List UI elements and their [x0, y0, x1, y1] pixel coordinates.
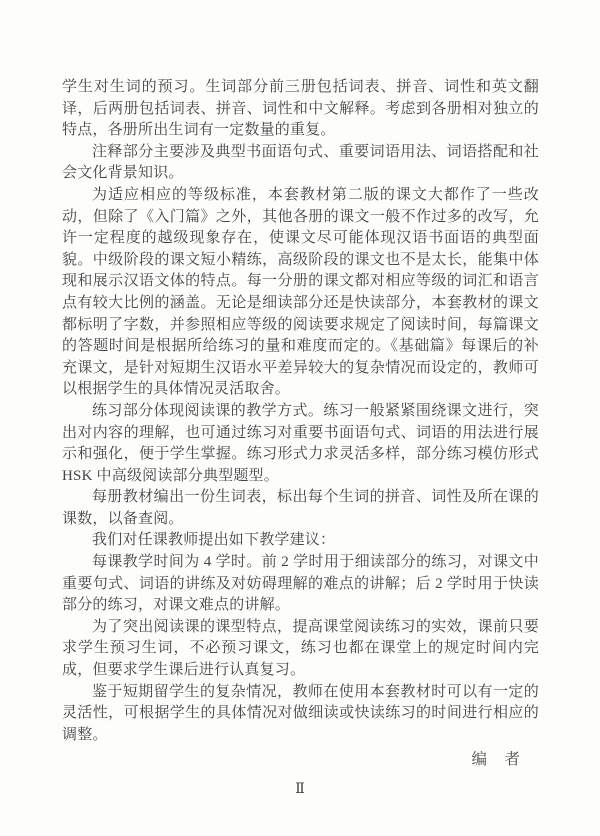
paragraph: 为了突出阅读课的课型特点，提高课堂阅读练习的实效，课前只要求学生预习生词，不必预习课文，练习也都在课堂上的规定时间内完成，但要求学生课后进行认真复习。: [62, 618, 539, 679]
paragraph: 鉴于短期留学生的复杂情况，教师在使用本套教材时可以有一定的灵活性，可根据学生的具体情况对做细读或快读练习的时间进行相应的调整。: [62, 683, 539, 743]
paragraph: 练习部分体现阅读课的教学方式。练习一般紧紧围绕课文进行，突出对内容的理解，也可通过练习对重要书面语句式、词语的用法进行展示和强化，便于学生掌握。练习形式力求灵活多样，部分练习模仿形式 HSK 中高级阅读部分典型题型。: [62, 402, 539, 484]
paragraph: 学生对生词的预习。生词部分前三册包括词表、拼音、词性和英文翻译，后两册包括词表、拼音、词性和中文解释。考虑到各册相对独立的特点，各册所出生词有一定数量的重复。: [62, 79, 539, 139]
paragraph: 注释部分主要涉及典型书面语句式、重要词语用法、词语搭配和社会文化背景知识。: [62, 143, 539, 182]
paragraph: 我们对任课教师提出如下教学建议：: [92, 532, 336, 549]
preface-body: [62, 77, 539, 746]
paragraph: 每册教材编出一份生词表，标出每个生词的拼音、词性及所在课的课数，以备查阅。: [62, 489, 539, 527]
paragraph: 每课教学时间为 4 学时。前 2 学时用于细读部分的练习，对课文中重要句式、词语的讲练及对妨碍理解的难点的讲解；后 2 学时用于快读部分的练习，对课文难点的讲解。: [62, 554, 539, 614]
author-signature: 编 者: [471, 751, 521, 768]
paragraph: 为适应相应的等级标准，本套教材第二版的课文大都作了一些改动，但除了《入门篇》之外，其他各册的课文一般不作过多的改写，允许一定程度的越级现象存在，使课文尽可能体现汉语书面语的典型面貌。中级阶段的课文短小精练，高级阶段的课文也不是太长，能集中体现和展示汉语文体的特点。每一分册的课文都对相应等级的词汇和语言点有较大比例的涵盖。无论是细读部分还是快读部分，本套教材的课文都标明了字数，并参照相应等级的阅读要求规定了阅读时间，每篇课文的答题时间是根据所给练习的量和难度而定的。《基础篇》每课后的补充课文，是针对短期生汉语水平差异较大的复杂情况而设定的，教师可以根据学生的具体情况灵活取舍。: [62, 186, 539, 398]
page-number: Ⅱ: [295, 782, 305, 797]
